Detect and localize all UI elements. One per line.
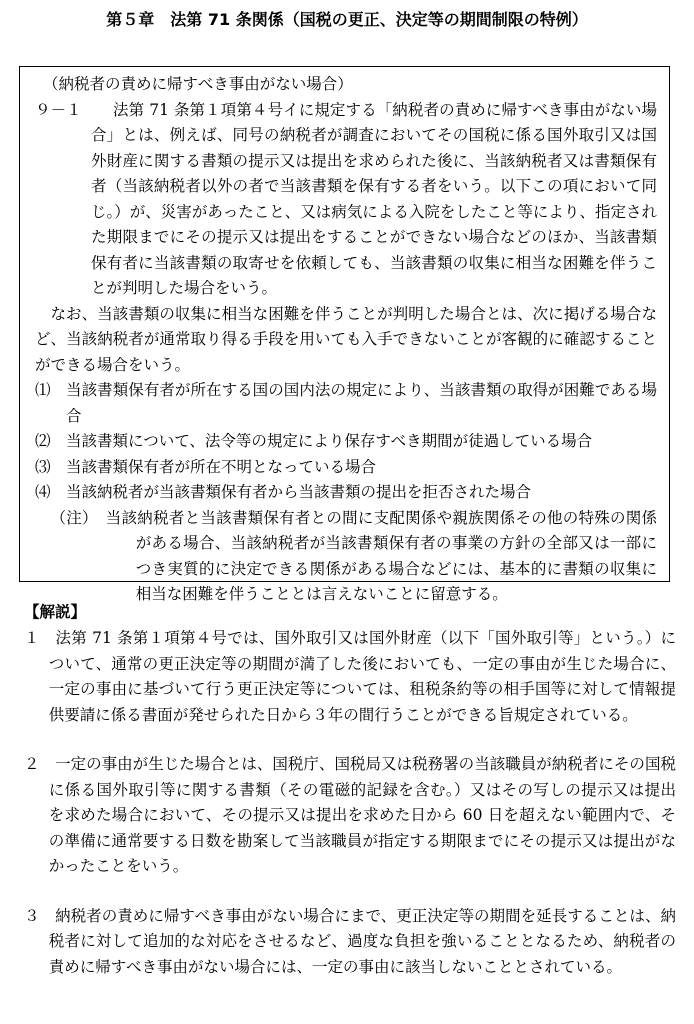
note-text: 当該納税者と当該書類保有者との間に支配関係や親族関係その他の特殊の関係がある場合、当該納税者が当該書類保有者の事業の方針の全部又は一部につき実質的に決定できる関係がある場合などには、基本的に書類の収集に相当な困難を伴うこととは言えないことに留意する。: [105, 508, 657, 603]
commentary-section: [24, 600, 676, 980]
subitem-text: 当該納税者が当該書類保有者から当該書類の提出を拒否された場合: [66, 483, 532, 501]
subitem-text: 当該書類について、法令等の規定により保存すべき期間が徒過している場合: [66, 432, 593, 450]
commentary-item-number: ２: [24, 755, 40, 773]
provision-subitem: [35, 455, 657, 481]
provision-heading: （納税者の責めに帰すべき事由がない場合）: [43, 75, 353, 93]
subitem-text: 当該書類保有者が所在不明となっている場合: [66, 457, 377, 476]
provision-note: [35, 506, 657, 608]
provision-subitem: [35, 378, 657, 429]
provision-item: [35, 98, 657, 302]
provision-item-text: 法第 71 条第１項第４号イに規定する「納税者の責めに帰すべき事由がない場合」とは、例えば、同号の納税者が調査においてその国税に係る国外取引又は国外財産に関する書類の提示又は提出を求められた後に、当該納税者又は書類保有者（当該納税者以外の者で当該書類を保有する者をいう。以下この項において同じ。）が、災害があったこと、又は病気による入院をしたこと等により、指定された期限までにその提示又は提出をすることができない場合などのほか、当該書類保有者に当該書類の取寄せを依頼しても、当該書類の収集に相当な困難を伴うことが判明した場合をいう。: [91, 100, 657, 297]
subitem-text: 当該書類保有者が所在する国の国内法の規定により、当該書類の取得が困難である場合: [66, 381, 657, 425]
commentary-item: [24, 626, 676, 728]
commentary-item-number: ３: [24, 906, 40, 925]
provision-item-number: ９－１: [35, 100, 82, 119]
commentary-heading: 【解説】: [24, 603, 87, 621]
note-label: （注）: [50, 508, 91, 527]
subitem-number: ⑴: [35, 381, 51, 399]
provision-box: [19, 66, 670, 603]
commentary-item-text: 一定の事由が生じた場合とは、国税庁、国税局又は税務署の当該職員が納税者にその国税に係る国外取引等に関する書類（その電磁的記録を含む。）又はその写しの提示又は提出を求めた場合において、その提示又は提出を求めた日から 60 日を超えない範囲内で、その準備に通常要する日数を勘案して当該職員が指定する期限までにその提示又は提出がなかったことをいう。: [48, 755, 676, 875]
subitem-number: ⑵: [35, 432, 51, 450]
subitem-number: ⑶: [35, 457, 51, 476]
commentary-item: [24, 904, 676, 981]
commentary-item-text: 納税者の責めに帰すべき事由がない場合にまで、更正決定等の期間を延長することは、納税者に対して追加的な対応をさせるなど、過度な負担を強いることとなるため、納税者の責めに帰すべき事由がない場合には、一定の事由に該当しないこととされている。: [48, 906, 676, 976]
page-title: 第５章 法第 71 条関係（国税の更正、決定等の期間制限の特例）: [106, 10, 588, 29]
provision-subitem: [35, 429, 657, 455]
commentary-item-text: 法第 71 条第１項第４号では、国外取引又は国外財産（以下「国外取引等」という。）について、通常の更正決定等の期間が満了した後においても、一定の事由が生じた場合に、一定の事由に基づいて行う更正決定等については、租税条約等の相手国等に対して情報提供要請に係る書面が発せられた日から３年の間行うことができる旨規定されている。: [48, 629, 676, 724]
provision-paragraph: なお、当該書類の収集に相当な困難を伴うことが判明した場合とは、次に掲げる場合など、当該納税者が通常取り得る手段を用いても入手できないことが客観的に確認することができる場合をいう。: [35, 304, 657, 374]
commentary-item: [24, 752, 676, 880]
subitem-number: ⑷: [35, 483, 51, 501]
commentary-item-number: １: [24, 629, 40, 647]
provision-subitem: [35, 480, 657, 506]
